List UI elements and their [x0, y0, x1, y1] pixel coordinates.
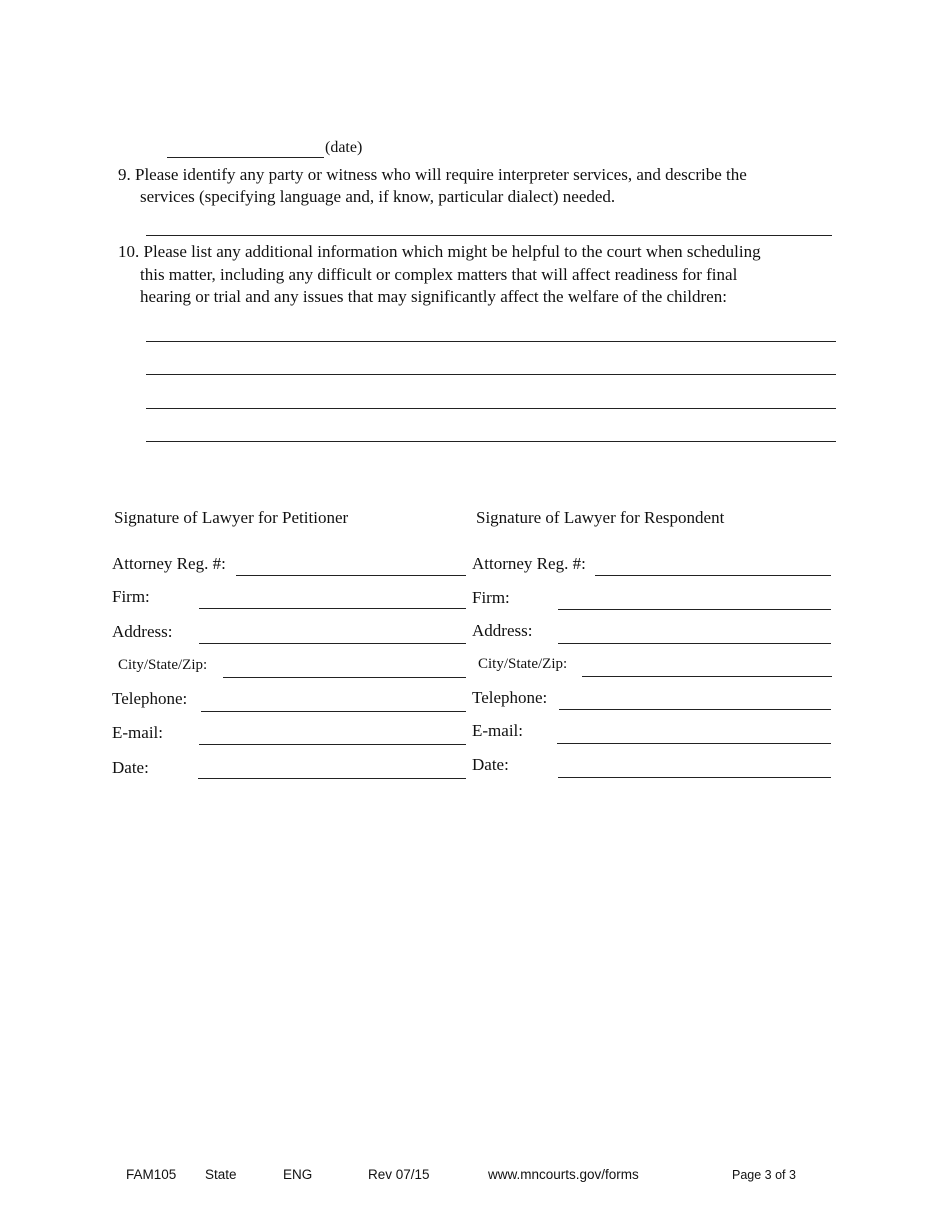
question-10-line1: 10. Please list any additional information which might be helpful to the court when scheduling — [118, 242, 761, 261]
petitioner-firm-label: Firm: — [112, 587, 150, 606]
petitioner-city-field[interactable] — [223, 677, 466, 678]
respondent-signature-label: Signature of Lawyer for Respondent — [476, 508, 725, 527]
respondent-reg-label: Attorney Reg. #: — [472, 554, 586, 573]
respondent-firm-field[interactable] — [558, 609, 831, 610]
footer-form-id: FAM105 — [126, 1167, 177, 1182]
date-caption: (date) — [325, 139, 363, 156]
date-input-line[interactable] — [167, 157, 324, 158]
respondent-address-field[interactable] — [558, 643, 831, 644]
additional-info-line-1[interactable] — [146, 341, 836, 342]
additional-info-line-3[interactable] — [146, 408, 836, 409]
petitioner-signature-label: Signature of Lawyer for Petitioner — [114, 508, 349, 527]
petitioner-email-field[interactable] — [199, 744, 466, 745]
additional-info-line-4[interactable] — [146, 441, 836, 442]
respondent-date-field[interactable] — [558, 777, 831, 778]
petitioner-phone-field[interactable] — [201, 711, 466, 712]
petitioner-email-label: E-mail: — [112, 723, 163, 742]
respondent-firm-label: Firm: — [472, 588, 510, 607]
respondent-city-field[interactable] — [582, 676, 832, 677]
petitioner-reg-label: Attorney Reg. #: — [112, 554, 226, 573]
respondent-address-label: Address: — [472, 621, 533, 640]
footer-url: www.mncourts.gov/forms — [488, 1167, 639, 1182]
petitioner-date-field[interactable] — [198, 778, 466, 779]
additional-info-line-2[interactable] — [146, 374, 836, 375]
footer-page-number: Page 3 of 3 — [732, 1168, 796, 1182]
petitioner-date-label: Date: — [112, 758, 149, 777]
petitioner-reg-field[interactable] — [236, 575, 466, 576]
question-9-line2: services (specifying language and, if know, particular dialect) needed. — [140, 187, 616, 206]
interpreter-answer-line[interactable] — [146, 235, 832, 236]
respondent-phone-label: Telephone: — [472, 688, 548, 707]
respondent-email-label: E-mail: — [472, 721, 523, 740]
question-9-line1: 9. Please identify any party or witness who will require interpreter services, and describe the — [118, 165, 747, 184]
petitioner-city-label: City/State/Zip: — [118, 657, 208, 673]
footer-jurisdiction: State — [205, 1167, 237, 1182]
petitioner-address-field[interactable] — [199, 643, 466, 644]
respondent-date-label: Date: — [472, 755, 509, 774]
petitioner-phone-label: Telephone: — [112, 689, 188, 708]
petitioner-firm-field[interactable] — [199, 608, 466, 609]
question-10-line2: this matter, including any difficult or complex matters that will affect readiness for final — [140, 265, 738, 284]
question-10-line3: hearing or trial and any issues that may significantly affect the welfare of the children: — [140, 287, 727, 306]
respondent-phone-field[interactable] — [559, 709, 831, 710]
respondent-reg-field[interactable] — [595, 575, 831, 576]
respondent-city-label: City/State/Zip: — [478, 656, 568, 672]
respondent-email-field[interactable] — [557, 743, 831, 744]
footer-language: ENG — [283, 1167, 313, 1182]
petitioner-address-label: Address: — [112, 622, 173, 641]
footer-revision: Rev 07/15 — [368, 1167, 430, 1182]
